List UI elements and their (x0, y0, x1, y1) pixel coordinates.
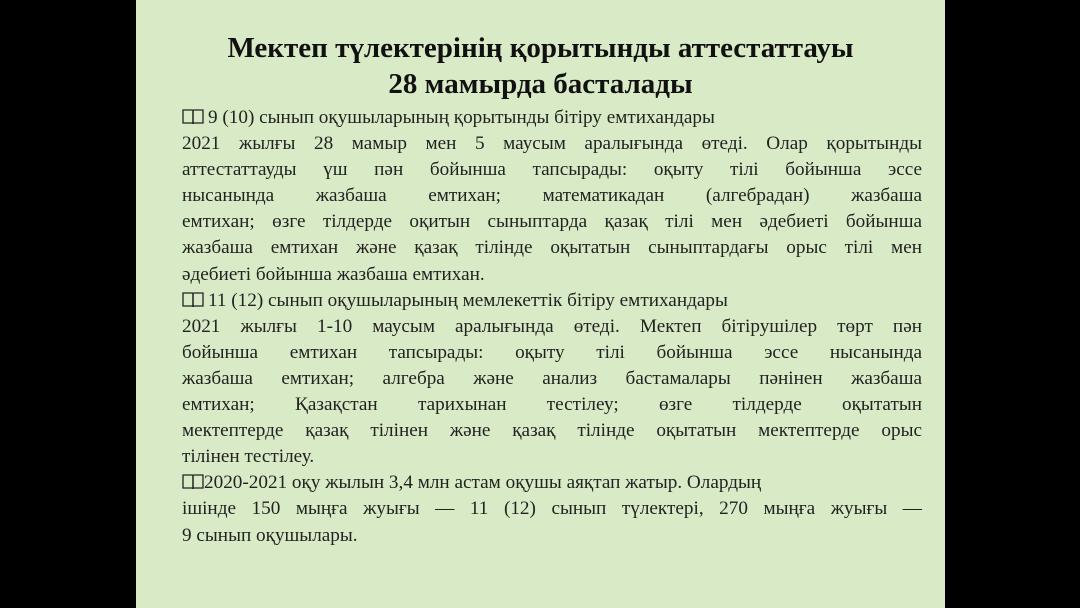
paragraph-line (182, 470, 922, 496)
paragraph-line: жазбаша емтихан және қазақ тілінде оқытатын сыныптардағы орыс тілі мен (182, 237, 922, 259)
line-text: 9 (10) сынып оқушыларының қорытынды бітіру емтихандары (208, 107, 715, 128)
slide-body (182, 105, 922, 549)
paragraph-line: нысанында жазбаша емтихан; математикадан (алгебрадан) жазбаша (182, 185, 922, 207)
paragraph-line: 9 сынып оқушылары. (182, 524, 358, 546)
line-text: 11 (12) сынып оқушыларының мемлекеттік бітіру емтихандары (208, 289, 728, 311)
paragraph-3 (182, 470, 922, 548)
line-text: 2020-2021 оқу жылын 3,4 млн астам оқушы аяқтап жатыр. Олардың (204, 472, 762, 494)
slide (136, 0, 945, 608)
paragraph-line: жазбаша емтихан; алгебра және анализ бастамалары пәнінен жазбаша (182, 367, 922, 389)
slide-title (136, 30, 945, 102)
paragraph-line: аттестаттауды үш пән бойынша тапсырады: оқыту тілі бойынша эссе (182, 159, 922, 181)
book-icon (182, 473, 204, 490)
title-line-1: Мектеп түлектерінің қорытынды аттестаттауы (227, 32, 854, 64)
paragraph-line: әдебиеті бойынша жазбаша емтихан. (182, 263, 485, 285)
paragraph-line: емтихан; Қазақстан тарихынан тестілеу; өзге тілдерде оқытатын (182, 394, 922, 416)
paragraph-2 (182, 288, 922, 471)
paragraph-line: мектептерде қазақ тілінен және қазақ тілінде оқытатын мектептерде орыс (182, 420, 922, 442)
title-line-2: 28 мамырда басталады (388, 68, 693, 100)
paragraph-line: 2021 жылғы 1-10 маусым аралығында өтеді. Мектеп бітірушілер төрт пән (182, 315, 922, 337)
paragraph-line: бойынша емтихан тапсырады: оқыту тілі бойынша эссе нысанында (182, 341, 922, 363)
paragraph-line: ішінде 150 мыңға жуығы — 11 (12) сынып түлектері, 270 мыңға жуығы — (182, 498, 922, 520)
book-icon (182, 108, 204, 125)
book-icon (182, 291, 204, 308)
paragraph-line (182, 288, 922, 314)
paragraph-line: емтихан; өзге тілдерде оқитын сыныптарда қазақ тілі мен әдебиеті бойынша (182, 211, 922, 233)
paragraph-line: 2021 жылғы 28 мамыр мен 5 маусым аралығында өтеді. Олар қорытынды (182, 133, 922, 155)
paragraph-line (182, 105, 922, 131)
paragraph-1 (182, 105, 922, 288)
paragraph-line: тілінен тестілеу. (182, 446, 315, 468)
